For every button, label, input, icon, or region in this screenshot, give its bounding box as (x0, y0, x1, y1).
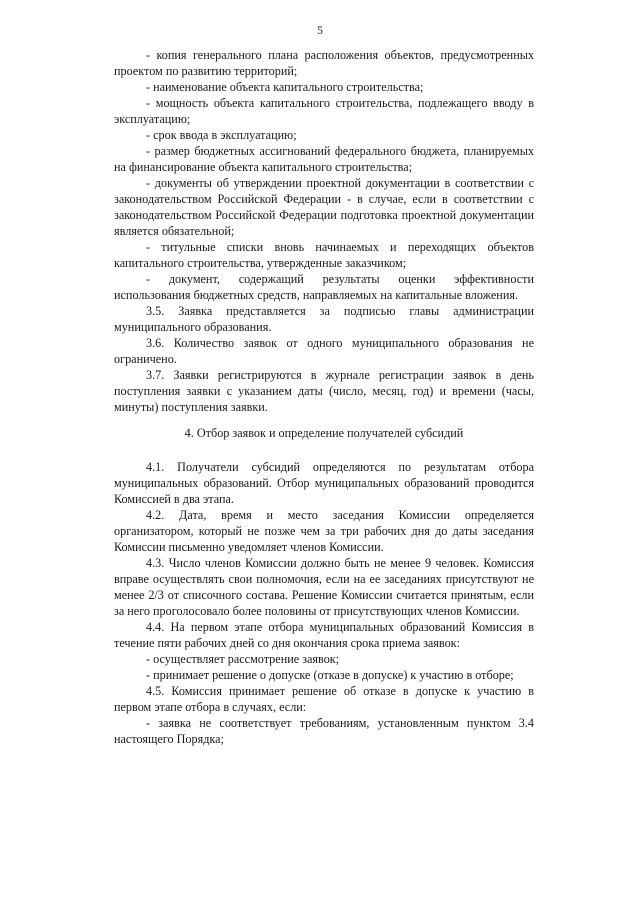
section-heading: 4. Отбор заявок и определение получателей субсидий (184, 426, 464, 440)
paragraph-4-2: 4.2. Дата, время и место заседания Комиссии определяется организатором, который не позже чем за три рабочих дня до даты заседания Комиссии письменно уведомляет членов Комиссии. (114, 508, 534, 554)
paragraph-4-5: 4.5. Комиссия принимает решение об отказе в допуске к участию в первом этапе отбора в случаях, если: (114, 684, 534, 714)
list-item-noncompliant-application: - заявка не соответствует требованиям, установленным пунктом 3.4 настоящего Порядка; (114, 716, 534, 746)
list-item-general-plan: - копия генерального плана расположения объектов, предусмотренных проектом по развитию территорий; (114, 48, 534, 78)
list-item-admission-decision: - принимает решение о допуске (отказе в допуске) к участию в отборе; (146, 668, 514, 682)
page-number: 5 (317, 23, 323, 37)
list-item-object-name: - наименование объекта капитального строительства; (146, 80, 424, 94)
paragraph-4-4: 4.4. На первом этапе отбора муниципальных образований Комиссия в течение пяти рабочих дней со дня окончания срока приема заявок: (114, 620, 534, 650)
paragraph-3-7: 3.7. Заявки регистрируются в журнале регистрации заявок в день поступления заявки с указанием даты (число, месяц, год) и времени (часы, минуты) поступления заявки. (114, 368, 534, 414)
paragraph-4-3: 4.3. Число членов Комиссии должно быть не менее 9 человек. Комиссия вправе осуществлять свои полномочия, если на ее заседаниях присутствуют не менее 2/3 от списочного состава. Решение Комиссии считается принятым, если за него проголосовало более половины от присутствующих членов Комиссии. (114, 556, 534, 618)
list-item-project-documents: - документы об утверждении проектной документации в соответствии с законодательством Российской Федерации - в случае, если в соответствии с законодательством Российской Федерации подготовка проектной документации является обязательной; (114, 176, 534, 238)
list-item-budget-allocations: - размер бюджетных ассигнований федерального бюджета, планируемых на финансирование объекта капитального строительства; (114, 144, 534, 174)
paragraph-3-5: 3.5. Заявка представляется за подписью главы администрации муниципального образования. (114, 304, 534, 334)
document-body (114, 47, 534, 747)
paragraph-4-1: 4.1. Получатели субсидий определяются по результатам отбора муниципальных образований. Отбор муниципальных образований проводится Комиссией в два этапа. (114, 460, 534, 506)
list-item-object-capacity: - мощность объекта капитального строительства, подлежащего вводу в эксплуатацию; (114, 96, 534, 126)
list-item-title-lists: - титульные списки вновь начинаемых и переходящих объектов капитального строительства, утвержденные заказчиком; (114, 240, 534, 270)
list-item-commissioning-date: - срок ввода в эксплуатацию; (146, 128, 297, 142)
list-item-efficiency-document: - документ, содержащий результаты оценки эффективности использования бюджетных средств, направляемых на капитальные вложения. (114, 272, 534, 302)
list-item-review-applications: - осуществляет рассмотрение заявок; (146, 652, 340, 666)
paragraph-3-6: 3.6. Количество заявок от одного муниципального образования не ограничено. (114, 336, 534, 366)
